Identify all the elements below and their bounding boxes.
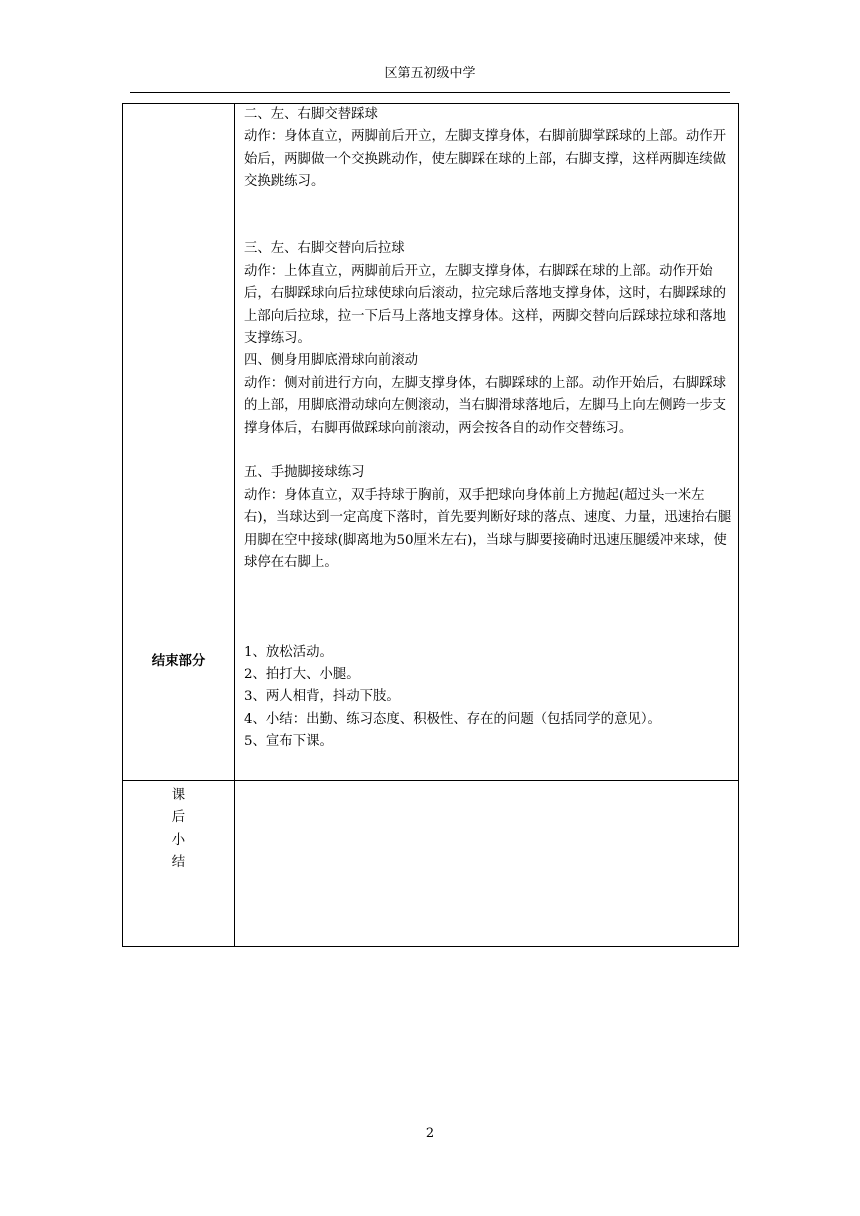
page-number: 2: [425, 1126, 435, 1141]
section-5-body: 动作：身体直立，双手持球于胸前，双手把球向身体前上方抛起(超过头一米左右)，当球达到一定高度下落时，首先要判断好球的落点、速度、力量，迅速抬右腿用脚在空中接球(脚离地为50厘米左右)，当球与脚要接确时迅速压腿缓冲来球，使球停在右脚上。: [244, 487, 732, 571]
end-section-label: 结束部分: [151, 654, 206, 669]
section-2-title: 二、左、右脚交替踩球: [244, 107, 378, 122]
table-row-main: [123, 104, 739, 781]
spacer: [244, 440, 732, 462]
summary-label-char: 结: [171, 855, 186, 871]
summary-label-char: 课: [171, 788, 186, 803]
summary-label: [123, 781, 234, 875]
spacer: [244, 575, 732, 642]
ending-item-2: 2、拍打大、小腿。: [244, 666, 360, 682]
ending-item-4: 4、小结：出勤、练习态度、积极性、存在的问题（包括同学的意见）。: [244, 711, 661, 727]
header-divider: [130, 92, 730, 93]
summary-label-cell: [123, 781, 235, 947]
content-cell: [235, 104, 739, 781]
ending-item-1: 1、放松活动。: [244, 644, 333, 660]
section-2-body: 动作：身体直立，两脚前后开立，左脚支撑身体，右脚前脚掌踩球的上部。动作开始后，两脚做一个交换跳动作，使左脚踩在球的上部，右脚支撑，这样两脚连续做交换跳练习。: [244, 129, 727, 190]
lesson-plan-table: [122, 103, 739, 947]
summary-content-cell: [235, 781, 739, 947]
section-4-title: 四、侧身用脚底滑球向前滚动: [244, 353, 419, 369]
section-5-title: 五、手抛脚接球练习: [244, 465, 365, 481]
left-label-cell: [123, 104, 235, 781]
summary-label-char: 后: [171, 810, 186, 826]
section-4-body: 动作：侧对前进行方向，左脚支撑身体，右脚踩球的上部。动作开始后，右脚踩球的上部，用脚底滑动球向左侧滚动，当右脚滑球落地后，左脚马上向左侧跨一步支撑身体后，右脚再做踩球向前滚动，两会按各自的动作交替练习。: [244, 375, 727, 436]
end-section-label-wrap: [123, 104, 234, 780]
ending-item-5: 5、宣布下课。: [244, 734, 333, 750]
spacer: [244, 194, 732, 239]
section-3-body: 动作：上体直立，两脚前后开立，左脚支撑身体，右脚踩在球的上部。动作开始后，右脚踩球向后拉球使球向后滚动，拉完球后落地支撑身体，这时，右脚踩球的上部向后拉球，拉一下后马上落地支撑身体。这样，两脚交替向后踩球拉球和落地支撑练习。: [244, 263, 727, 347]
section-3-title: 三、左、右脚交替向后拉球: [244, 241, 405, 257]
summary-label-char: 小: [171, 832, 186, 848]
header-school-name: 区第五初级中学: [384, 66, 476, 81]
ending-item-3: 3、两人相背，抖动下肢。: [244, 689, 400, 705]
table-row-summary: [123, 781, 739, 947]
